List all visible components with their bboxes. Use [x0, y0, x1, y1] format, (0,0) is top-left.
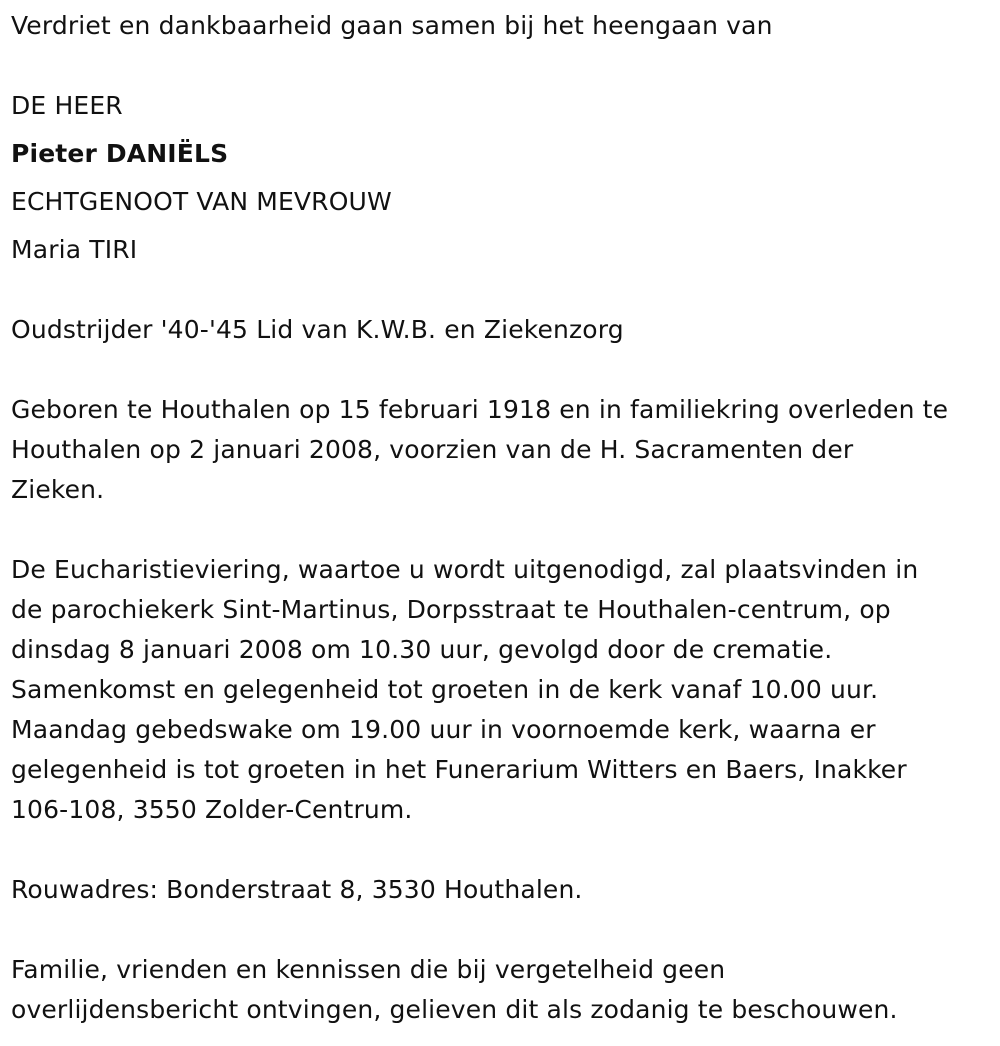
paragraph-line: Familie, vrienden en kennissen die bij vergetelheid geen — [11, 955, 726, 984]
paragraph-line: de parochiekerk Sint-Martinus, Dorpsstraat te Houthalen-centrum, op — [11, 595, 891, 624]
intro-text: Verdriet en dankbaarheid gaan samen bij het heengaan van — [11, 11, 773, 40]
paragraph-line: dinsdag 8 januari 2008 om 10.30 uur, gevolgd door de crematie. — [11, 635, 833, 664]
paragraph-line: Maandag gebedswake om 19.00 uur in voornoemde kerk, waarna er — [11, 715, 876, 744]
paragraph-line: Samenkomst en gelegenheid tot groeten in de kerk vanaf 10.00 uur. — [11, 675, 879, 704]
spouse-label: ECHTGENOOT VAN MEVROUW — [11, 187, 392, 216]
paragraph-line: De Eucharistieviering, waartoe u wordt uitgenodigd, zal plaatsvinden in — [11, 555, 919, 584]
paragraph-line: Geboren te Houthalen op 15 februari 1918 en in familiekring overleden te — [11, 395, 949, 424]
paragraph-line: overlijdensbericht ontvingen, gelieven dit als zodanig te beschouwen. — [11, 995, 898, 1024]
deceased-name: Pieter DANIËLS — [11, 139, 229, 168]
title-prefix: DE HEER — [11, 91, 123, 120]
paragraph-line: Houthalen op 2 januari 2008, voorzien van de H. Sacramenten der — [11, 435, 854, 464]
paragraph-line: Zieken. — [11, 475, 105, 504]
paragraph-line: gelegenheid is tot groeten in het Funerarium Witters en Baers, Inakker — [11, 755, 907, 784]
mourning-address: Rouwadres: Bonderstraat 8, 3530 Houthalen. — [11, 875, 583, 904]
paragraph-line: 106-108, 3550 Zolder-Centrum. — [11, 795, 413, 824]
memberships-text: Oudstrijder '40-'45 Lid van K.W.B. en Ziekenzorg — [11, 315, 624, 344]
spouse-name: Maria TIRI — [11, 235, 138, 264]
